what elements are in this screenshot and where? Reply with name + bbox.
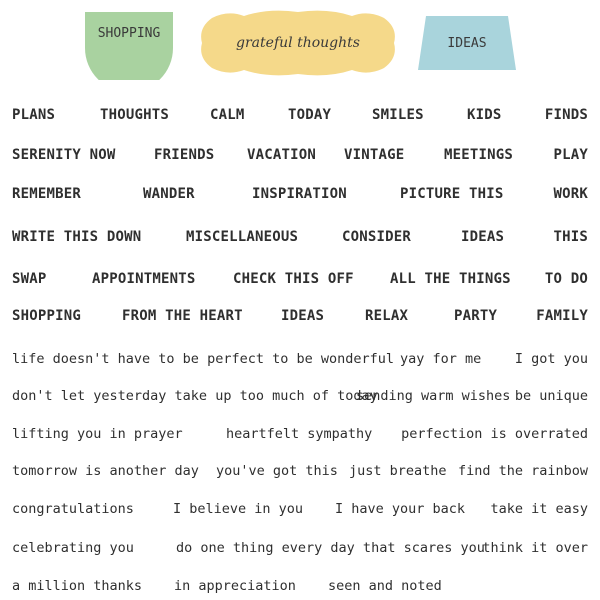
word-row-6 [0, 305, 600, 327]
word-sticker: VINTAGE [344, 147, 405, 163]
word-sticker: SWAP [12, 271, 47, 287]
phrase-row-4 [0, 460, 600, 482]
word-sticker: THOUGHTS [100, 107, 170, 123]
word-sticker: PLANS [12, 107, 56, 123]
word-row-4 [0, 226, 600, 248]
word-sticker: THIS [553, 229, 588, 245]
word-row-1 [0, 104, 600, 126]
grateful-thoughts-label-sticker [198, 8, 398, 78]
word-row-5 [0, 268, 600, 290]
word-sticker: KIDS [467, 107, 502, 123]
shopping-label-text: SHOPPING [97, 26, 161, 41]
word-sticker: SERENITY NOW [12, 147, 116, 163]
word-sticker: WORK [553, 186, 588, 202]
word-sticker: APPOINTMENTS [92, 271, 196, 287]
phrase-sticker: seen and noted [328, 578, 442, 594]
phrase-sticker: I have your back [335, 501, 466, 517]
phrase-sticker: heartfelt sympathy [226, 426, 373, 442]
shopping-label-sticker [85, 12, 173, 80]
phrase-sticker: perfection is overrated [401, 426, 588, 442]
word-sticker: FROM THE HEART [122, 308, 243, 324]
word-sticker: ALL THE THINGS [390, 271, 511, 287]
phrase-sticker: congratulations [12, 501, 134, 517]
word-sticker: REMEMBER [12, 186, 82, 202]
word-sticker: SMILES [372, 107, 424, 123]
ideas-label-sticker [418, 16, 516, 70]
word-sticker: MISCELLANEOUS [186, 229, 299, 245]
ideas-label-text: IDEAS [447, 35, 487, 51]
phrase-sticker: I got you [514, 351, 588, 367]
phrase-sticker: celebrating you [12, 540, 134, 556]
phrase-row-2 [0, 385, 600, 407]
word-row-2 [0, 144, 600, 166]
word-sticker: PLAY [553, 147, 588, 163]
word-row-3 [0, 183, 600, 205]
word-sticker: IDEAS [281, 308, 325, 324]
phrase-sticker: lifting you in prayer [12, 426, 183, 442]
phrase-sticker: do one thing every day that scares you [176, 540, 485, 556]
phrase-sticker: a million thanks [12, 578, 143, 594]
phrase-sticker: I believe in you [173, 501, 304, 517]
phrase-sticker: think it over [482, 540, 588, 556]
word-sticker: CHECK THIS OFF [233, 271, 354, 287]
word-sticker: FAMILY [536, 308, 588, 324]
phrase-row-3 [0, 423, 600, 445]
phrase-sticker: be unique [514, 388, 588, 404]
word-sticker: TO DO [544, 271, 588, 287]
word-sticker: WRITE THIS DOWN [12, 229, 142, 245]
word-sticker: TODAY [288, 107, 332, 123]
phrase-sticker: sending warm wishes [356, 388, 511, 404]
word-sticker: FRIENDS [154, 147, 215, 163]
word-sticker: RELAX [365, 308, 409, 324]
word-sticker: CONSIDER [342, 229, 412, 245]
label-stickers [0, 0, 600, 90]
phrase-sticker: yay for me [400, 351, 482, 367]
phrase-sticker: take it easy [490, 501, 588, 517]
arch-shape [85, 12, 173, 80]
phrase-sticker: tomorrow is another day [12, 463, 199, 479]
word-sticker: CALM [210, 107, 245, 123]
phrase-row-5 [0, 498, 600, 520]
phrase-row-7 [0, 575, 600, 597]
word-sticker: IDEAS [461, 229, 505, 245]
word-sticker: FINDS [544, 107, 588, 123]
phrase-sticker: you've got this [216, 463, 338, 479]
phrase-row-6 [0, 537, 600, 559]
phrase-sticker: find the rainbow [457, 463, 588, 479]
word-sticker: PICTURE THIS [400, 186, 504, 202]
word-sticker: MEETINGS [444, 147, 514, 163]
word-sticker: PARTY [454, 308, 498, 324]
word-sticker: SHOPPING [12, 308, 82, 324]
word-sticker: VACATION [247, 147, 317, 163]
word-sticker: INSPIRATION [252, 186, 347, 202]
phrase-row-1 [0, 348, 600, 370]
grateful-thoughts-label-text: grateful thoughts [236, 35, 360, 51]
phrase-sticker: just breathe [349, 463, 447, 479]
phrase-sticker: life doesn't have to be perfect to be wonderful [12, 351, 395, 367]
phrase-sticker: in appreciation [174, 578, 296, 594]
phrase-sticker: don't let yesterday take up too much of today [12, 388, 378, 404]
word-sticker: WANDER [143, 186, 195, 202]
